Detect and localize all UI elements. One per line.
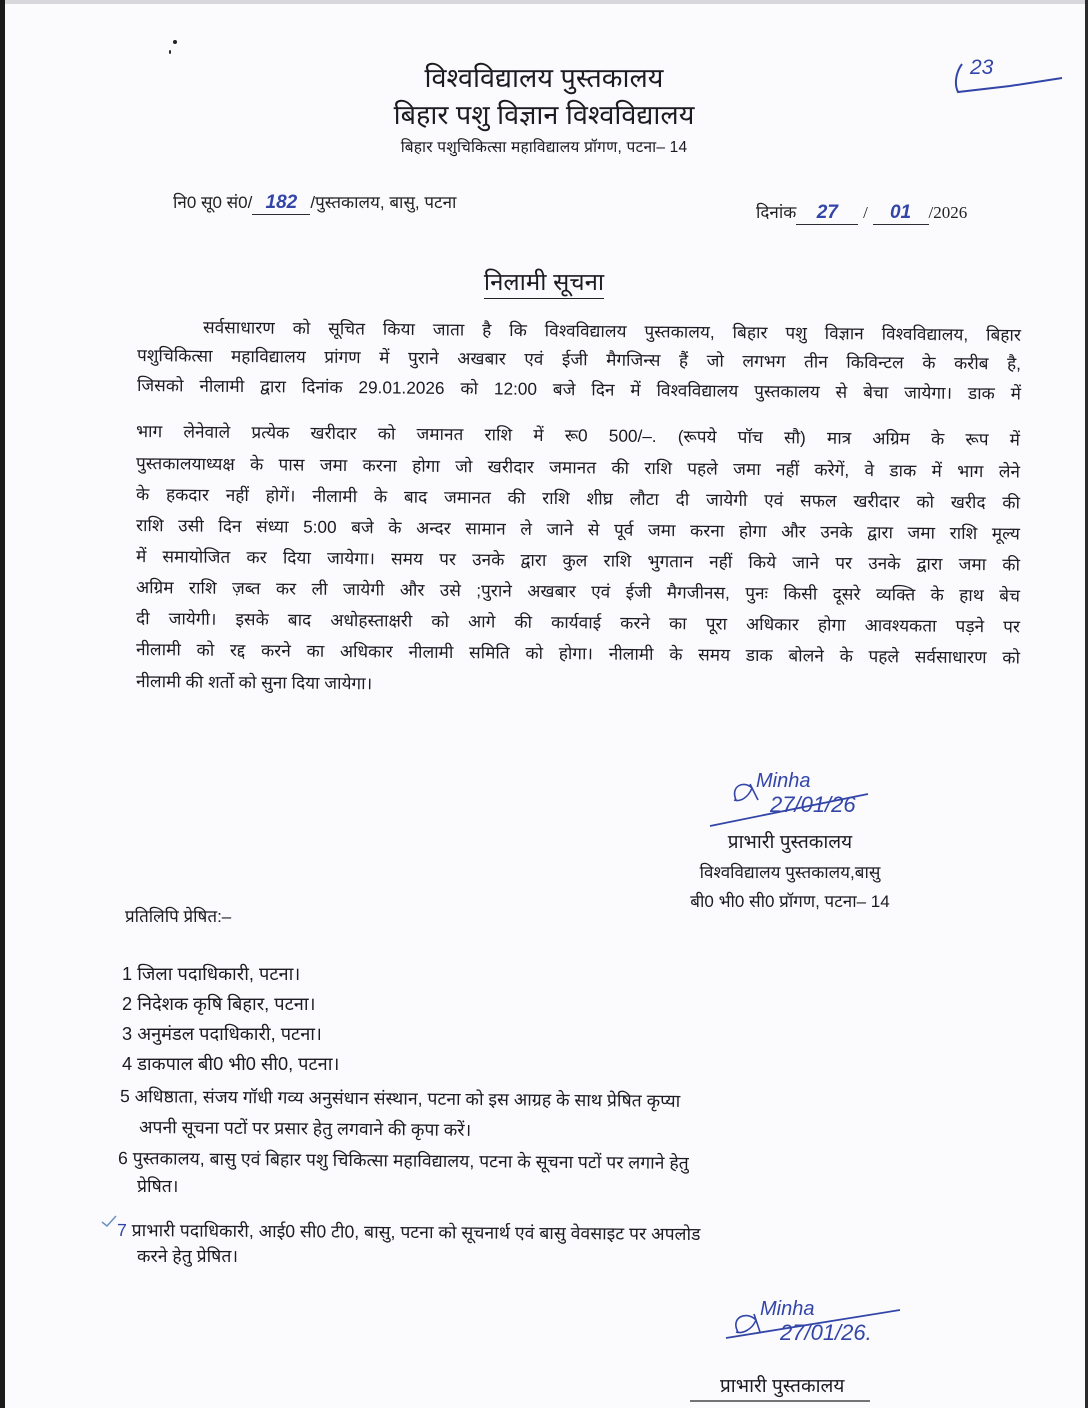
signature-1-block	[620, 828, 960, 912]
copy-to-item	[122, 992, 316, 1016]
date-line	[756, 200, 967, 225]
body-line: भाग लेनेवाले प्रत्येक खरीदार को जमानत राशि में रू0 500/–. (रूपये पॉच सौ) मात्र अग्रिम के रूप में	[135, 421, 1021, 450]
body-line: के हकदार नहीं होगें। नीलामी के बाद जमानत की राशि शीघ्र लौटा दी जायेगी एवं सफल खरीदार को खरीद की	[135, 484, 1021, 513]
copy-to-item	[120, 1084, 680, 1113]
copy-to-item-number: 4	[122, 1054, 133, 1074]
copy-to-item-number: 2	[122, 994, 133, 1014]
reference-number-line	[173, 190, 456, 215]
handwritten-page-number	[950, 56, 1070, 100]
signature-1-title: प्राभारी पुस्तकालय	[727, 832, 853, 853]
scan-speck	[169, 50, 171, 54]
body-line: सर्वसाधारण को सूचित किया जाता है कि विश्वविद्यालय पुस्तकालय, बिहार पशु विज्ञान विश्वविद्यालय, बिहार	[202, 317, 1022, 345]
body-line: अग्रिम राशि ज़ब्त कर ली जायेगी और उसे ;पुराने अखबार एवं ईजी मैगजीनस, पुनः किसी दूसरे व्यक्ति के हाथ बेच	[135, 577, 1021, 606]
signature-2-date: 27/01/26.	[780, 1320, 872, 1345]
copy-to-item-number: 3	[122, 1024, 133, 1044]
copy-to-item-number: 5	[119, 1086, 130, 1107]
signature-2-name: Minha	[760, 1298, 815, 1320]
date-day-handwritten: 27	[796, 202, 858, 225]
copy-to-item-text: अनुमंडल पदाधिकारी, पटना।	[137, 1024, 322, 1044]
letterhead-university-name: बिहार पशु विज्ञान विश्वविद्यालय	[393, 100, 695, 130]
notice-title	[0, 265, 1088, 298]
copy-to-item-number: 6	[117, 1148, 128, 1169]
signature-2-handwriting	[720, 1298, 940, 1360]
body-line: पशुचिकित्सा महाविद्यालय प्रांगण में पुराने अखबार एवं ईजी मैगजिन्स हैं जो लगभग तीन किविन्टल के करीब है,	[136, 345, 1022, 374]
date-label: दिनांक	[756, 203, 797, 222]
signature-1-handwriting	[700, 770, 900, 832]
scan-top-edge	[0, 0, 1088, 4]
body-line: जिसको नीलामी द्वारा दिनांक 29.01.2026 को 12:00 बजे दिन में विश्वविद्यालय पुस्तकालय से बेचा जायेगा। डाक में	[136, 375, 1022, 404]
body-line: में समायोजित कर दिया जायेगा। समय पर उनके द्वारा कुल राशि भुगतान नहीं किये जाने पर उनके द्वारा जमा की	[135, 546, 1021, 575]
cut-off-text-fragment	[690, 1400, 870, 1408]
copy-to-item	[122, 1052, 339, 1076]
date-year: /2026	[928, 203, 968, 222]
body-line: नीलामी की शर्तो को सुना दिया जायेगा।	[135, 671, 373, 694]
signature-1-name: Minha	[756, 770, 811, 792]
copy-to-heading: प्रतिलिपि प्रेषित:–	[125, 907, 232, 926]
copy-to-item	[122, 962, 300, 986]
signature-1-office: विश्वविद्यालय पुस्तकालय,बासु	[699, 863, 881, 882]
copy-to-item	[117, 1218, 701, 1246]
body-line: नीलामी को रद्द करने का अधिकार नीलामी समिति को होगा। नीलामी के समय डाक बोलने के पहले सर्वसाधारण को	[135, 639, 1021, 668]
signature-2-title: प्राभारी पुस्तकालय	[720, 1376, 845, 1397]
body-line: राशि उसी दिन संध्या 5:00 बजे के अन्दर सामान ले जाने से पूर्व जमा करना होगा और उनके द्वारा जमा राशि मूल्य	[135, 515, 1021, 544]
page-number-text: 23	[970, 56, 994, 79]
page-number-bracket-mark	[950, 56, 1070, 100]
copy-to-item-number: 1	[122, 964, 133, 984]
body-line: दी जायेगी। इसके बाद अधोहस्ताक्षरी को आगे की कार्यवाई करने का पूरा अधिकार होगा आवश्यकता पड़ने पर	[135, 608, 1021, 637]
copy-to-item-text: निदेशक कृषि बिहार, पटना।	[137, 994, 316, 1014]
copy-to-item-text: जिला पदाधिकारी, पटना।	[137, 964, 301, 984]
copy-to-item	[118, 1146, 689, 1175]
body-line: पुस्तकालयाध्यक्ष के पास जमा करना होगा जो खरीदार जमानत की राशि पहले जमा नहीं करेगें, वे डाक में भाग लेने	[135, 453, 1021, 482]
copy-to-item-text: डाकपाल बी0 भी0 सी0, पटना।	[137, 1054, 340, 1074]
pen-check-mark-icon	[100, 1214, 118, 1228]
reference-number-handwritten: 182	[252, 192, 310, 215]
letterhead-address: बिहार पशुचिकित्सा महाविद्यालय प्रॉगण, पटना– 14	[400, 139, 688, 156]
copy-to-item-continuation: प्रेषित।	[137, 1176, 179, 1196]
copy-to-item-number: 7	[116, 1220, 127, 1241]
reference-suffix: /पुस्तकालय, बासु, पटना	[310, 193, 457, 212]
copy-to-item-text: अधिष्ठाता, संजय गॉधी गव्य अनुसंधान संस्थान, पटना को इस आग्रह के साथ प्रेषित कृप्या	[134, 1086, 681, 1111]
scan-speck	[173, 40, 177, 44]
copy-to-item-continuation: अपनी सूचना पटों पर प्रसार हेतु लगवाने की कृपा करें।	[138, 1117, 472, 1140]
signature-1-address: बी0 भी0 सी0 प्रॉगण, पटना– 14	[690, 892, 890, 911]
letterhead-library-name: विश्वविद्यालय पुस्तकालय	[424, 63, 664, 93]
copy-to-item-text: प्राभारी पदाधिकारी, आई0 सी0 टी0, बासु, पटना को सूचनार्थ एवं बासु वेवसाइट पर अपलोड	[131, 1220, 701, 1245]
date-separator: /	[863, 203, 868, 222]
scan-left-edge	[0, 0, 5, 1408]
notice-title-text: निलामी सूचना	[484, 269, 604, 299]
date-month-handwritten: 01	[873, 202, 929, 225]
signature-1-date: 27/01/26	[770, 792, 856, 817]
copy-to-item-continuation: करने हेतु प्रेषित।	[137, 1246, 239, 1266]
reference-prefix: नि0 सू0 सं0/	[173, 193, 253, 212]
copy-to-item	[122, 1022, 322, 1046]
copy-to-item-text: पुस्तकालय, बासु एवं बिहार पशु चिकित्सा महाविद्यालय, पटना के सूचना पटों पर लगाने हेतु	[132, 1148, 689, 1173]
